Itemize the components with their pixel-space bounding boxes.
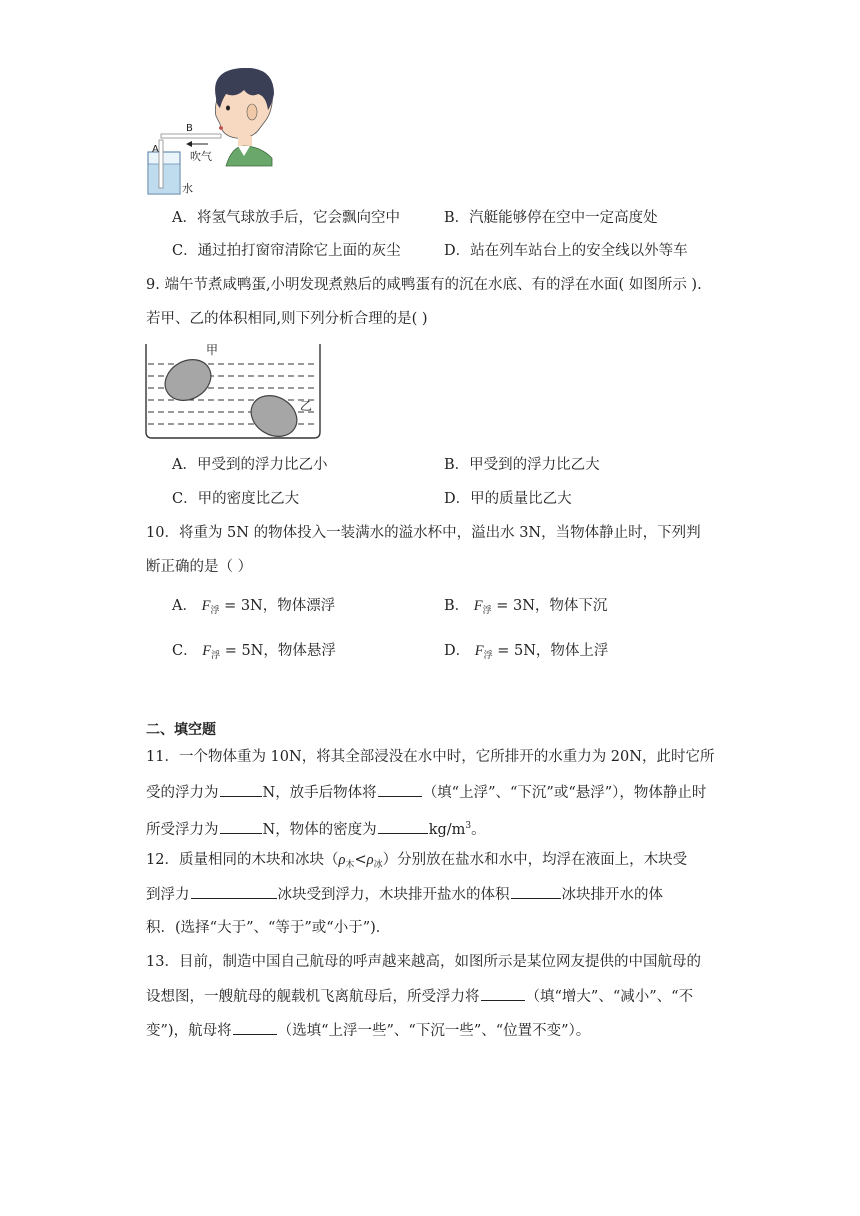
- label-a: A: [152, 144, 159, 155]
- q13-stem-line2: 设想图，一艘航母的舰载机飞离航母后，所受浮力将 （填“增大”、“减小”、“不: [146, 986, 693, 1007]
- q9-option-d: D．甲的质量比乙大: [444, 491, 572, 507]
- q11-blank-3: [220, 819, 262, 834]
- q9-option-a: A．甲受到的浮力比乙小: [172, 457, 328, 473]
- q11-blank-2: [378, 782, 422, 797]
- q11-stem-line2: 受的浮力为 N，放手后物体将 （填“上浮”、“下沉”或“悬浮”），物体静止时: [146, 782, 706, 803]
- q12-blank-2: [511, 884, 561, 899]
- q11-stem-line3: 所受浮力为 N，物体的密度为 $kg/m^3$。: [146, 816, 486, 840]
- q11-blank-4: [378, 819, 428, 834]
- label-yi: 乙: [300, 399, 313, 413]
- q10-option-b: B． $F_浮 = 3N$，物体下沉: [444, 598, 608, 616]
- label-blow: 吹气: [190, 150, 212, 163]
- q9-stem-line1: 9. 端午节煮咸鸭蛋,小明发现煮熟后的咸鸭蛋有的沉在水底、有的浮在水面( 如图所示 ).: [146, 277, 702, 293]
- q9-option-b: B．甲受到的浮力比乙大: [444, 457, 600, 473]
- q10-option-d: D． $F_浮 = 5N$，物体上浮: [444, 643, 609, 661]
- q12-stem-line2: 到浮力 冰块受到浮力，木块排开盐水的体积 冰块排开水的体: [146, 884, 663, 905]
- section-title-fill-in: 二、填空题: [146, 722, 216, 738]
- figure-boy-blowing: [140, 68, 280, 200]
- q8-option-c: C．通过拍打窗帘清除它上面的灰尘: [172, 243, 401, 259]
- q13-blank-2: [233, 1020, 277, 1035]
- q13-blank-1: [481, 986, 525, 1001]
- q10-stem-line2: 断正确的是（ ）: [146, 559, 253, 575]
- q11-stem-line1: 11．一个物体重为 10N，将其全部浸没在水中时，它所排开的水重力为 20N，此时它所: [146, 749, 715, 765]
- label-jia: 甲: [206, 343, 219, 357]
- q8-option-a: A．将氢气球放手后，它会飘向空中: [172, 210, 400, 226]
- q9-option-c: C．甲的密度比乙大: [172, 491, 300, 507]
- q12-stem-line1: 12．质量相同的木块和冰块$(\rho_木<\rho_冰)$分别放在盐水和水中，均浮在液面上，木块受: [146, 852, 688, 870]
- q8-option-b: B．汽艇能够停在空中一定高度处: [444, 210, 658, 226]
- q13-stem-line3: 变”)，航母将 （选填“上浮一些”、“下沉一些”、“位置不变”）。: [146, 1020, 590, 1041]
- q13-stem-line1: 13．目前，制造中国自己航母的呼声越来越高，如图所示是某位网友提供的中国航母的: [146, 954, 701, 970]
- q10-option-a: A． $F_浮 = 3N$，物体漂浮: [172, 598, 336, 616]
- q10-option-c: C． $F_浮 = 5N$，物体悬浮: [172, 643, 336, 661]
- figure-eggs-in-water: [140, 340, 326, 442]
- q12-blank-1: [191, 884, 277, 899]
- label-b: B: [186, 123, 193, 134]
- label-water: 水: [182, 182, 193, 195]
- q10-stem-line1: 10．将重为 5N 的物体投入一装满水的溢水杯中，溢出水 3N，当物体静止时，下列判: [146, 525, 701, 541]
- q9-stem-line2: 若甲、乙的体积相同,则下列分析合理的是( ): [146, 311, 428, 327]
- q8-option-d: D．站在列车站台上的安全线以外等车: [444, 243, 688, 259]
- egg-yi: [244, 388, 305, 442]
- q12-stem-line3: 积．(选择“大于”、“等于”或“小于”)．: [146, 920, 391, 936]
- q11-blank-1: [220, 782, 262, 797]
